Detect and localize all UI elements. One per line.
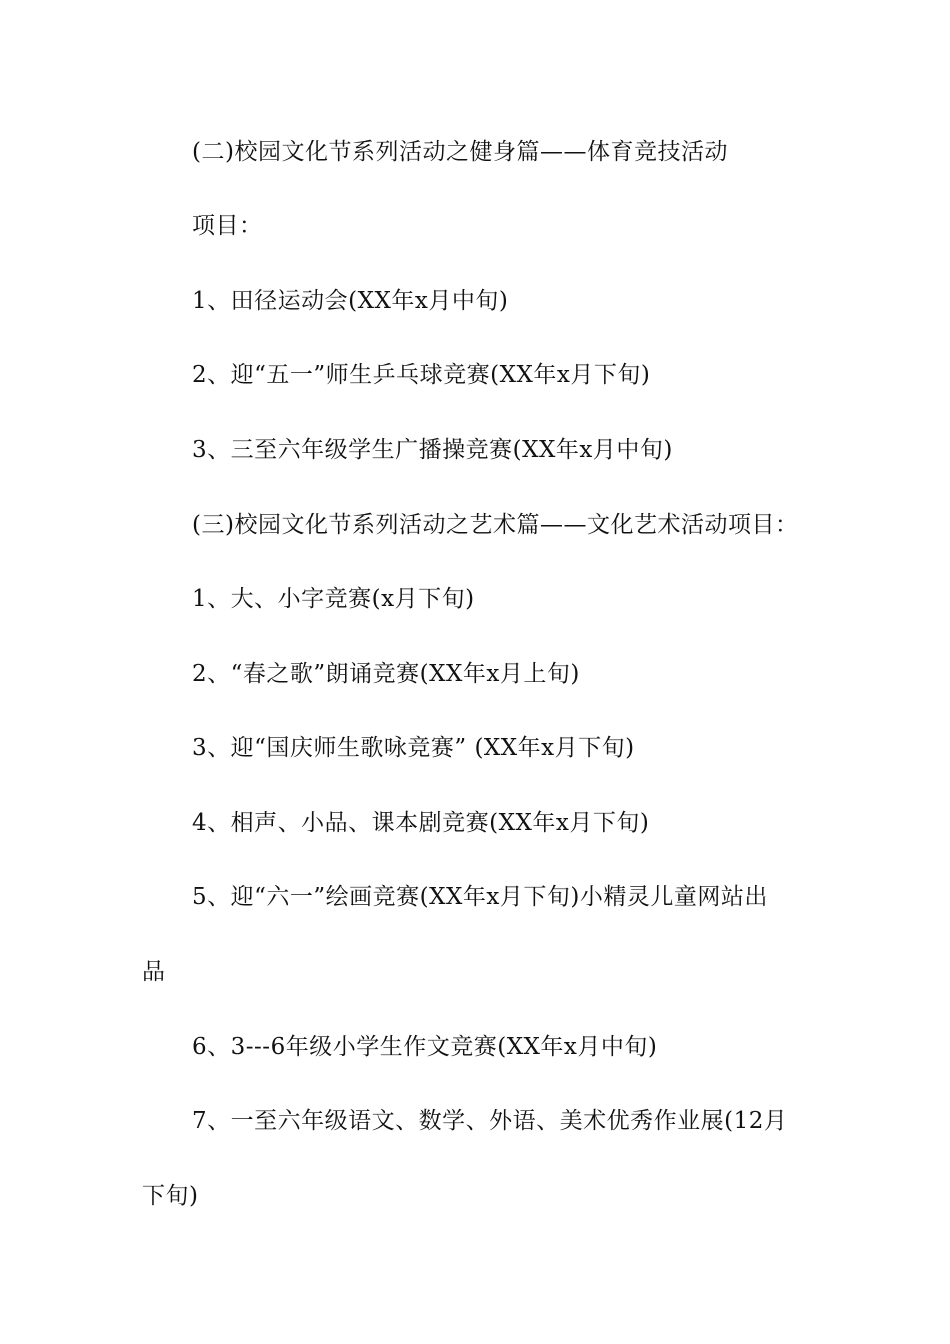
section-heading-arts: (三)校园文化节系列活动之艺术篇——文化艺术活动项目： xyxy=(192,512,799,538)
list-item: 7、一至六年级语文、数学、外语、美术优秀作业展(12月 xyxy=(192,1108,788,1134)
list-item: 1、田径运动会(XX年x月中旬) xyxy=(192,288,509,314)
list-item: 6、3---6年级小学生作文竞赛(XX年x月中旬) xyxy=(192,1034,658,1060)
list-item: 3、迎“国庆师生歌咏竞赛” (XX年x月下旬) xyxy=(192,735,635,761)
list-item: 2、“春之歌”朗诵竞赛(XX年x月上旬) xyxy=(192,661,580,687)
list-item: 3、三至六年级学生广播操竞赛(XX年x月中旬) xyxy=(192,437,673,463)
list-item: 4、相声、小品、课本剧竞赛(XX年x月下旬) xyxy=(192,810,650,836)
section-heading-sports: (二)校园文化节系列活动之健身篇——体育竞技活动 xyxy=(192,139,728,165)
list-item: 1、大、小字竞赛(x月下旬) xyxy=(192,586,475,612)
paragraph-line: 项目： xyxy=(192,213,263,239)
list-item-continuation: 品 xyxy=(142,959,166,985)
list-item: 2、迎“五一”师生乒乓球竞赛(XX年x月下旬) xyxy=(192,362,651,388)
list-item-continuation: 下旬) xyxy=(142,1183,199,1209)
list-item: 5、迎“六一”绘画竞赛(XX年x月下旬)小精灵儿童网站出 xyxy=(192,884,768,910)
